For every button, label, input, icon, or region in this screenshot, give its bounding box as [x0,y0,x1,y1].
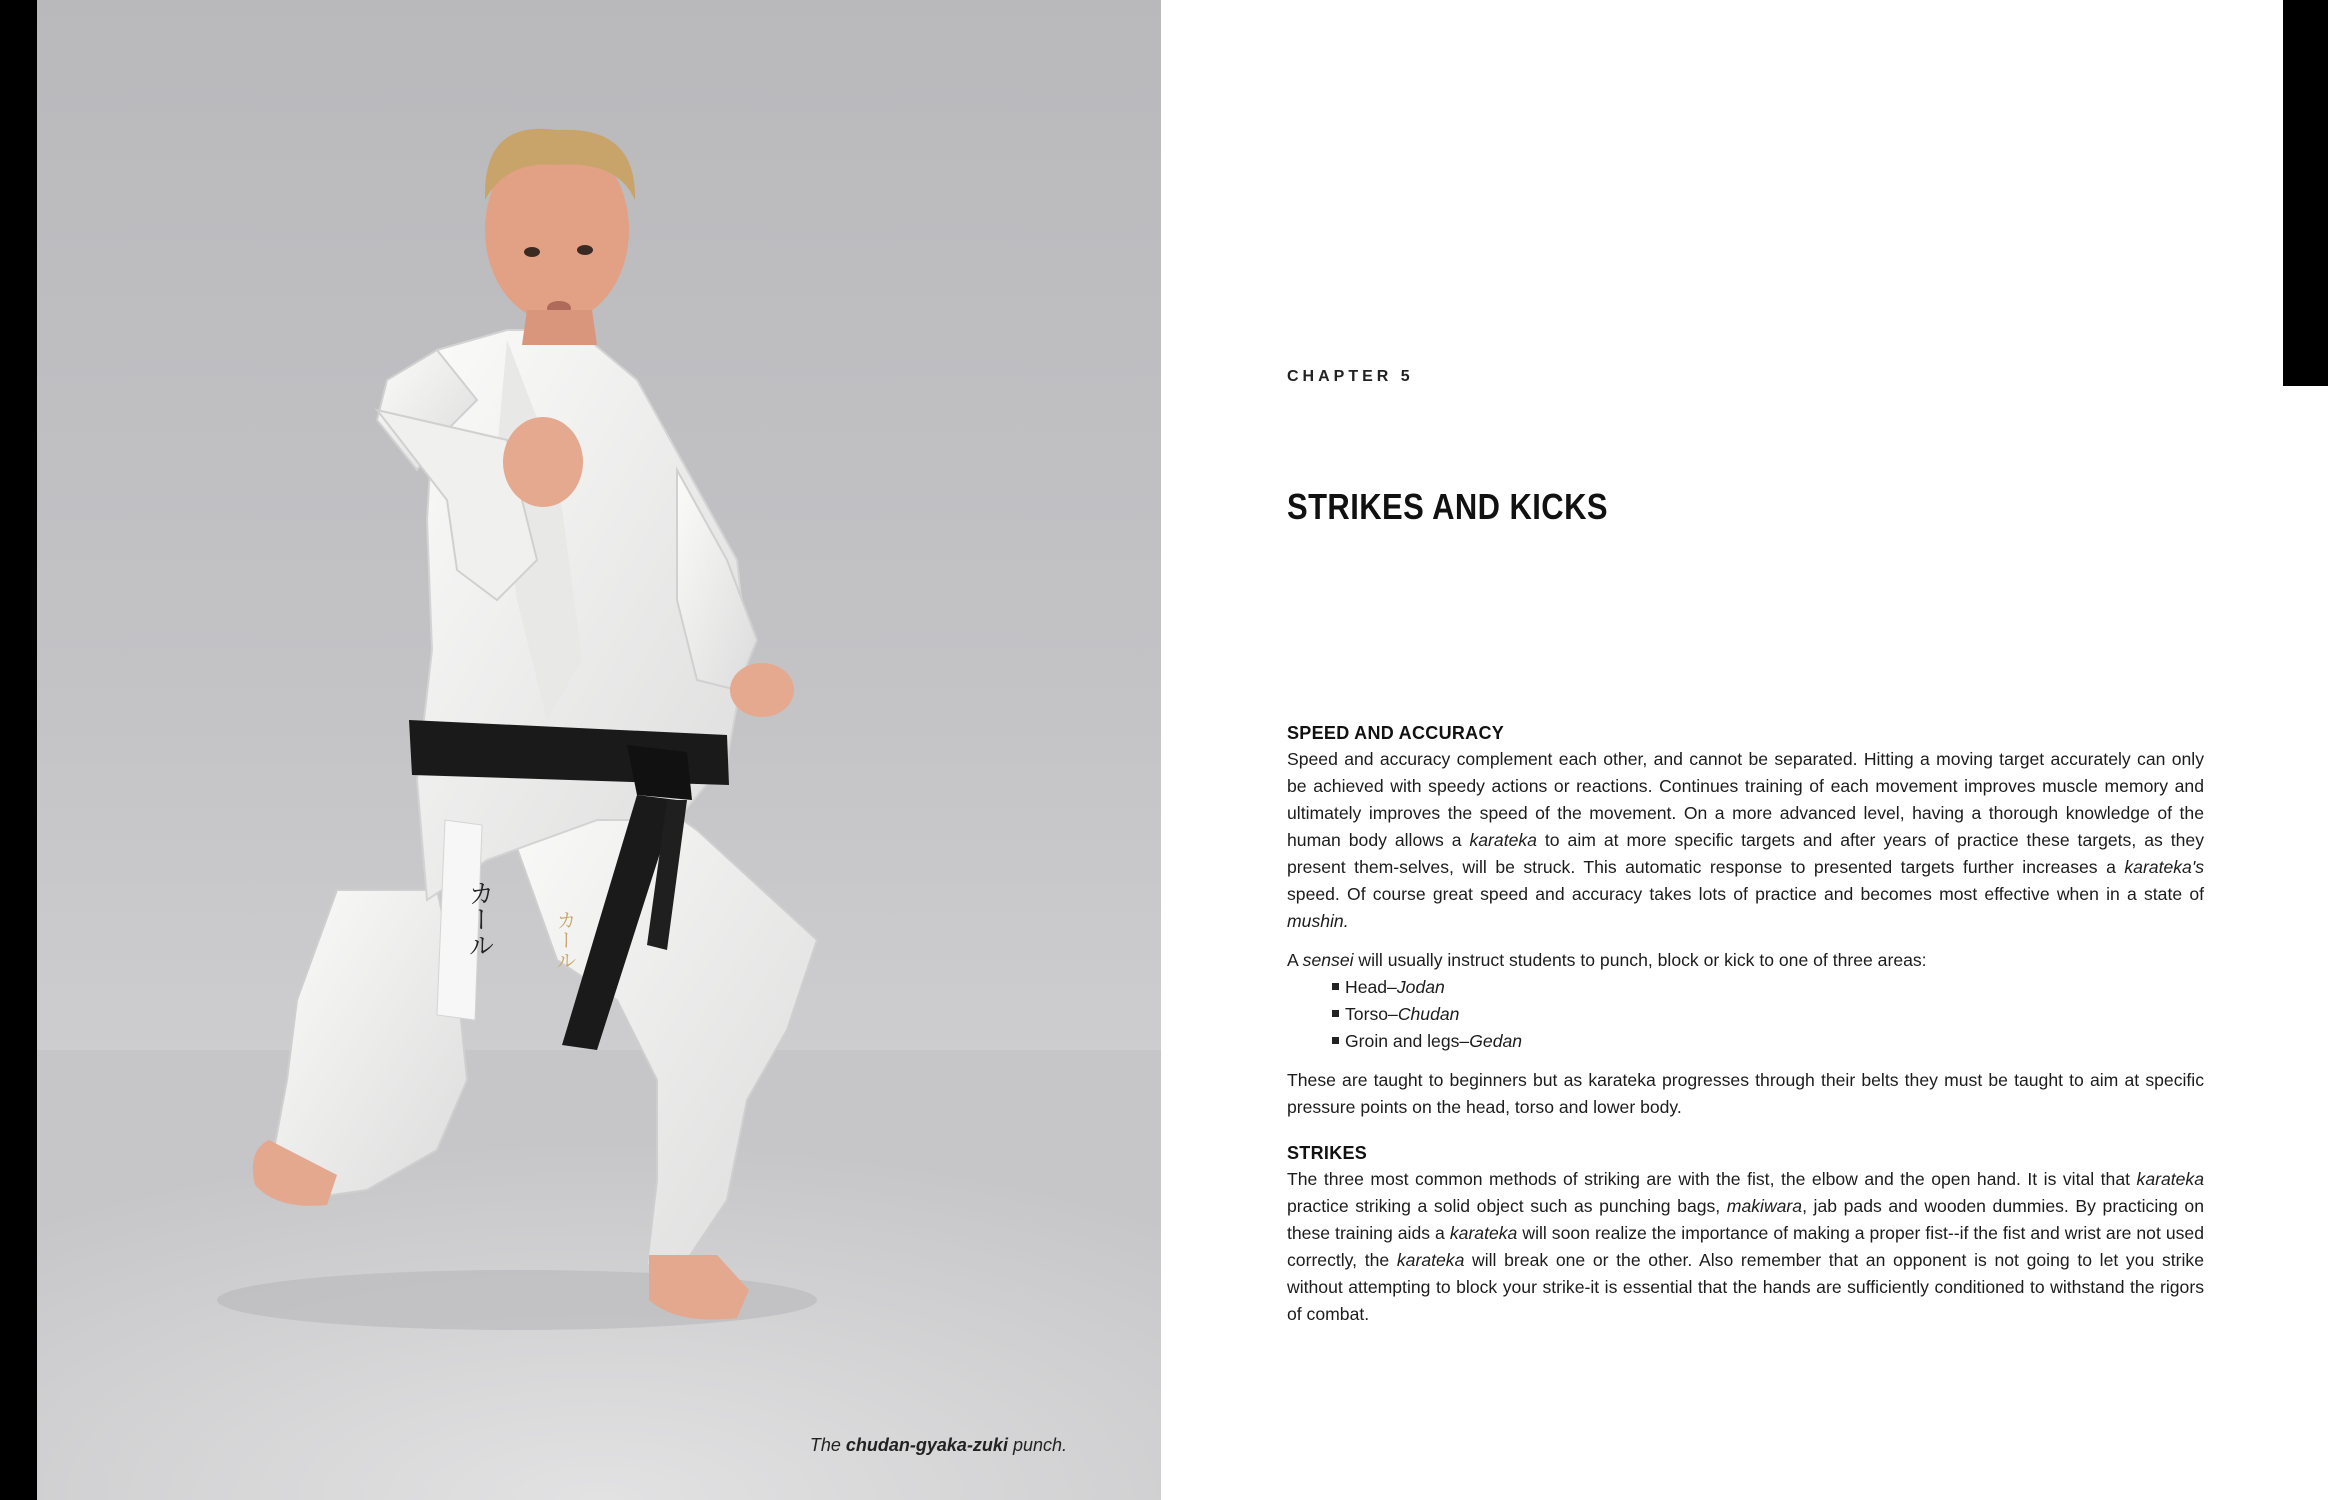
neck [522,310,597,345]
karateka-illustration [37,0,1161,1500]
paragraph-sensei [1287,947,2204,974]
caption-prefix: The [809,1435,846,1455]
punching-fist [503,417,583,507]
italic-term: sensei [1302,950,1354,970]
caption-suffix: punch. [1007,1435,1067,1455]
bullet-square-icon [1332,1010,1339,1017]
bullet-square-icon [1332,983,1339,990]
list-item-term: Gedan [1469,1031,1523,1051]
list-item-label: Head– [1345,977,1397,997]
chapter-title: STRIKES AND KICKS [1287,486,1608,527]
text-run: practice striking a solid object such as punching bags, [1287,1196,1727,1216]
list-item-term: Jodan [1396,977,1445,997]
text-run: will usually instruct students to punch, block or kick to one of three areas: [1353,950,1927,970]
chapter-body [1287,723,2204,1328]
caption-technique: chudan-gyaka-zuki [845,1435,1008,1455]
italic-term: mushin. [1287,911,1349,931]
chambered-fist [730,663,794,717]
list-item [1332,1001,2204,1028]
italic-term: karateka's [2124,857,2204,877]
paragraph-beginners: These are taught to beginners but as karateka progresses through their belts they must be taught to aim at specific pressure points on the head, torso and lower body. [1287,1070,2204,1117]
list-item-label: Torso– [1345,1004,1398,1024]
text-run: will soon realize the importance of making a proper fist--if the fist and wrist are not used correctly, the [1287,1223,2204,1270]
text-run: speed. Of course great speed and accuracy takes lots of practice and becomes most effective when in a state of [1287,884,2204,904]
list-item-term: Chudan [1397,1004,1460,1024]
belt-name-black: カール [553,910,577,970]
list-item [1332,1028,2204,1055]
right-eye [577,245,593,255]
page-edge-bar [0,0,37,1500]
section-heading-strikes: STRIKES [1287,1143,1368,1163]
text-run: A [1287,950,1303,970]
italic-term: karateka [1396,1250,1465,1270]
left-eye [524,247,540,257]
text-run: The three most common methods of striking are with the fist, the elbow and the open hand. It is vital that [1287,1169,2137,1189]
karate-photo [37,0,1161,1500]
belt-knot [627,745,692,800]
chapter-label: CHAPTER 5 [1287,368,1414,385]
italic-term: karateka [1449,1223,1518,1243]
italic-term: karateka [1469,830,1537,850]
list-item [1332,974,2204,1001]
italic-term: makiwara [1726,1196,1803,1216]
text-run: to aim at more specific targets and after years of practice these targets, as they present them-selves, will be struck. This automatic response to presented targets further increases a [1287,830,2204,877]
text-run: Speed and accuracy complement each other, and cannot be separated. Hitting a moving target accurately can only be achieved with speedy actions or reactions. Continues training of each movement improves muscle memory and ultimately improves the speed of the movement. On a more advanced level, having a thorough knowledge of the human body allows a [1287,749,2204,850]
belt-name-white: カール [464,880,494,958]
italic-term: karateka [2136,1169,2204,1189]
section-heading-speed: SPEED AND ACCURACY [1287,723,1505,743]
chapter-tab-marker [2283,0,2328,386]
text-run: will break one or the other. Also remember that an opponent is not going to let you strike without attempting to block your strike-it is essential that the hands are sufficiently conditioned to withstand the rigors of combat. [1287,1250,2204,1324]
paragraph-speed [1287,746,2204,935]
photo-caption [810,1435,1067,1456]
target-areas-list [1287,974,2204,1055]
text-run: , jab pads and wooden dummies. By practicing on these training aids a [1287,1196,2204,1243]
list-item-label: Groin and legs– [1345,1031,1470,1051]
paragraph-strikes [1287,1166,2204,1328]
bullet-square-icon [1332,1037,1339,1044]
